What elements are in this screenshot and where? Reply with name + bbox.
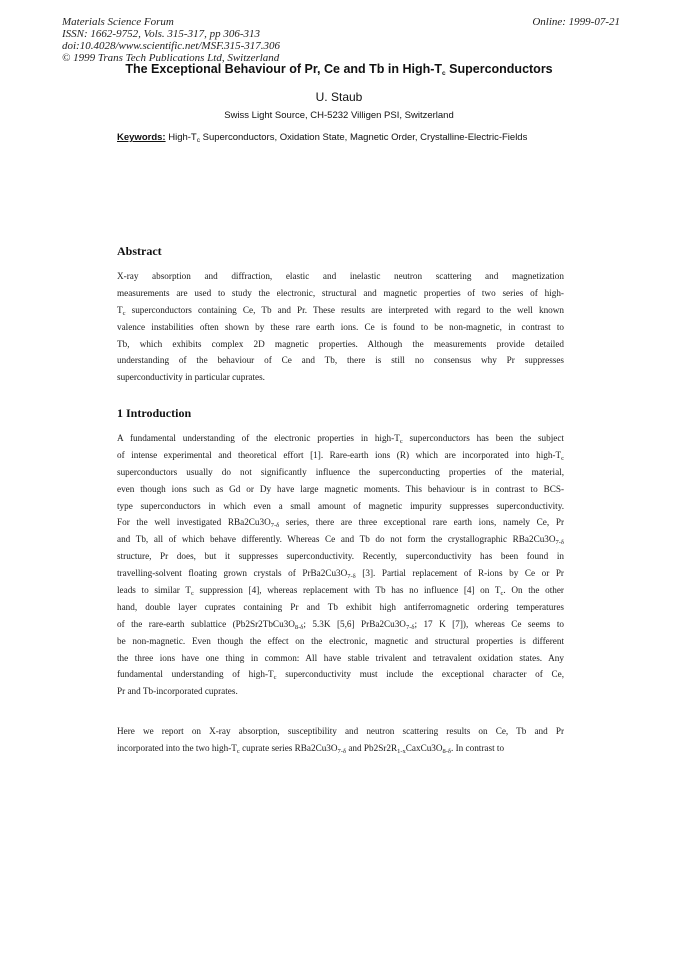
text-line: incorporated into the two high-$T_c$ cuprate series $RBa2Cu3O_{7-\delta}$ and $Pb2Sr2R_{1-x}CaxCu3O_{8-\delta}$. In contrast to bbox=[117, 742, 505, 755]
author-affiliation: Swiss Light Source, CH-5232 Villigen PSI, Switzerland bbox=[224, 110, 454, 121]
journal-name: Materials Science Forum bbox=[62, 16, 174, 28]
text-line: the three ions have one thing in common: All have stable trivalent and tetravalent oxidation states. Any bbox=[117, 652, 564, 663]
text-line: and Tb, all of which behave differently. Whereas Ce and Tb do not form the crystallographic $RBa2Cu3O_{7-\delta}$ bbox=[117, 534, 564, 547]
text-line: type superconductors in which even a small amount of magnetic impurity suppresses superconductivity. bbox=[117, 500, 564, 511]
keywords-label: Keywords: bbox=[117, 132, 166, 143]
publication-metadata bbox=[62, 16, 280, 64]
text-line: measurements are used to study the electronic, structural and magnetic properties of two series of high- bbox=[117, 287, 564, 298]
text-line: travelling-solvent floating grown crystals of $PrBa2Cu3O_{7-\delta}$ [3]. Partial replacement of R-ions by Ce or Pr bbox=[117, 568, 564, 581]
text-line: hand, double layer cuprates containing Pr and Tb exhibit high antiferromagnetic ordering temperatures bbox=[117, 601, 564, 612]
text-line: X-ray absorption and diffraction, elastic and inelastic neutron scattering and magnetization bbox=[117, 271, 564, 281]
paper-title: The Exceptional Behaviour of Pr, Ce and Tb in High-$T_c$ Superconductors bbox=[125, 62, 553, 77]
introduction-heading: 1 Introduction bbox=[117, 406, 192, 420]
author-name: U. Staub bbox=[315, 90, 363, 104]
text-line: Here we report on X-ray absorption, susceptibility and neutron scattering results on Ce, Tb and Pr bbox=[117, 726, 564, 736]
keywords-text: High-$T_c$ Superconductors, Oxidation State, Magnetic Order, Crystalline-Electric-Fields bbox=[168, 132, 528, 144]
keywords-line bbox=[117, 132, 527, 143]
text-line: be non-magnetic. Even though the effect on the electronic, magnetic and structural properties is different bbox=[117, 635, 564, 646]
online-date: Online: 1999-07-21 bbox=[532, 16, 620, 28]
text-line: Pr and Tb-incorporated cuprates. bbox=[117, 686, 238, 697]
text-line: For the well investigated $RBa2Cu3O_{7-\delta}$ series, there are three exceptional rare earth ions, namely Ce, Pr bbox=[117, 517, 564, 530]
text-line: $T_c$ superconductors containing Ce, Tb and Pr. These results are interpreted with regard to the well known bbox=[117, 304, 564, 317]
text-line: understanding of the behaviour of Ce and Tb, there is still no consensus why Pr suppresses bbox=[117, 355, 564, 366]
text-line: leads to similar $T_c$ suppression [4], whereas replacement with Tb has no influence [4] on $T_c$. On the other bbox=[117, 585, 564, 598]
text-line: valence instabilities often shown by these rare earth ions. Ce is found to be non-magnetic, in contrast to bbox=[117, 321, 564, 332]
introduction-paragraph-1 bbox=[117, 430, 564, 700]
doi-link[interactable]: doi:10.4028/www.scientific.net/MSF.315-317.306 bbox=[62, 40, 281, 52]
text-line: Tb, which exhibits complex 2D magnetic properties. Although the measurements provide detailed bbox=[117, 338, 564, 349]
copyright-line: © 1999 Trans Tech Publications Ltd, Switzerland bbox=[62, 52, 280, 64]
text-line: of intense experimental and theoretical effort [1]. Rare-earth ions (R) which are incorporated into high-$T_c$ bbox=[117, 449, 564, 462]
text-line: A fundamental understanding of the electronic properties in high-$T_c$ superconductors has been the subject bbox=[117, 433, 564, 445]
abstract-body bbox=[117, 268, 564, 386]
text-line: fundamental understanding of high-$T_c$ superconductivity must include the exceptional character of Ce, bbox=[117, 669, 564, 682]
text-line: superconductors usually do not significantly influence the superconducting properties of the material, bbox=[117, 466, 564, 477]
text-line: superconductivity in particular cuprates. bbox=[117, 372, 265, 383]
text-line: structure, Pr does, but it suppresses superconductivity. Recently, superconductivity has been found in bbox=[117, 551, 564, 562]
abstract-heading: Abstract bbox=[117, 244, 162, 258]
introduction-paragraph-2 bbox=[117, 723, 564, 757]
issn-line: ISSN: 1662-9752, Vols. 315-317, pp 306-313 bbox=[62, 28, 260, 40]
text-line: of the rare-earth sublattice ($Pb2Sr2TbCu3O_{8-\delta}$; 5.3K [5,6] $PrBa2Cu3O_{7-\delta}$; 17 K [7]), whereas Ce seems to bbox=[117, 618, 564, 631]
text-line: even though ions such as Gd or Dy have large magnetic moments. This behaviour is in contrast to BCS- bbox=[117, 483, 564, 494]
